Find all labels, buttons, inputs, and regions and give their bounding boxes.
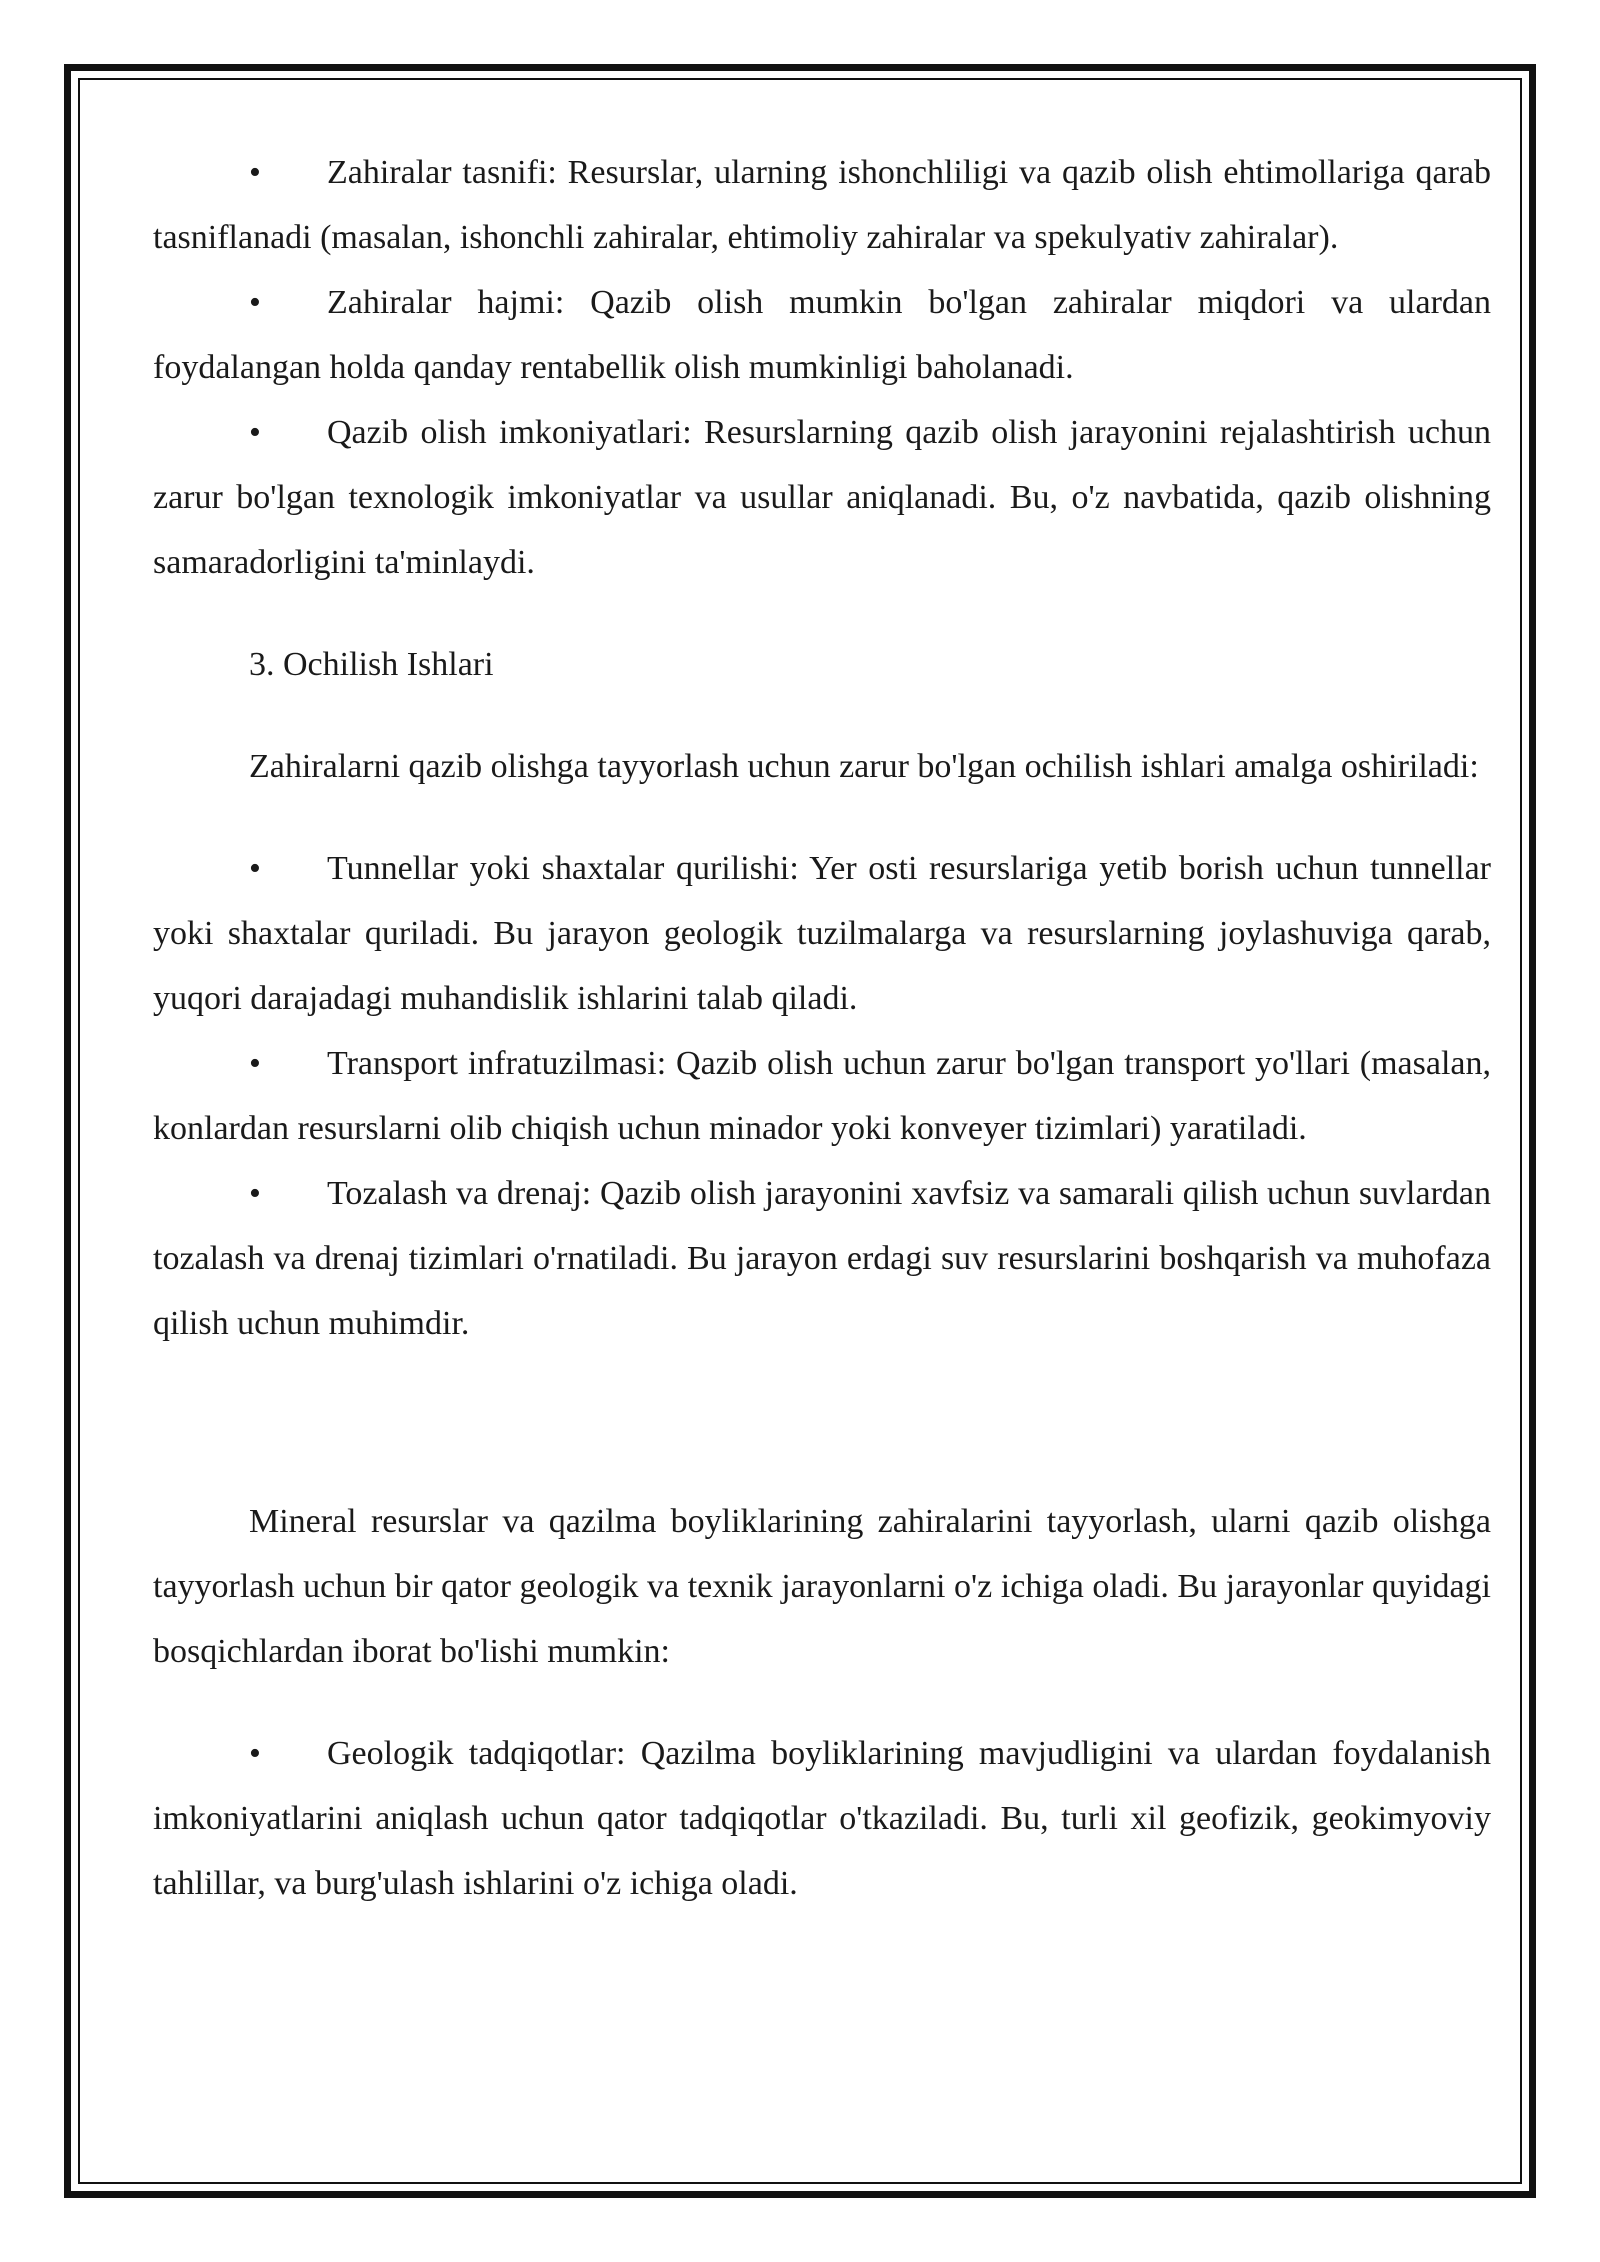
spacer [153,697,1491,734]
bullet-text: Transport infratuzilmasi: Qazib olish uchun zarur bo'lgan transport yo'llari (masalan, konlardan resurslarni olib chiqish uchun minador yoki konveyer tizimlari) yaratiladi. [153,1045,1491,1147]
bullet-marker: • [249,414,261,451]
bullet-transport [153,1031,1491,1161]
bullet-text: Tunnellar yoki shaxtalar qurilishi: Yer osti resurslariga yetib borish uchun tunnellar yoki shaxtalar quriladi. Bu jarayon geologik tuzilmalarga va resurslarning joylashuviga qarab, yuqori darajadagi muhandislik ishlarini talab qiladi. [153,850,1491,1017]
bullet-marker: • [249,850,261,887]
bullet-marker: • [249,1735,261,1772]
bullet-marker: • [249,154,261,191]
section-heading: 3. Ochilish Ishlari [249,646,494,683]
bullet-marker: • [249,284,261,321]
bullet-marker: • [249,1175,261,1212]
bullet-reserve-classification [153,140,1491,270]
bullet-drainage [153,1161,1491,1356]
spacer [153,1356,1491,1489]
bullet-reserve-volume [153,270,1491,400]
bullet-text: Zahiralar tasnifi: Resurslar, ularning ishonchliligi va qazib olish ehtimollariga qarab tasniflanadi (masalan, ishonchli zahiralar, ehtimoliy zahiralar va spekulyativ zahiralar). [153,154,1491,256]
spacer [153,1684,1491,1721]
bullet-extraction-capabilities [153,400,1491,595]
bullet-text: Zahiralar hajmi: Qazib olish mumkin bo'lgan zahiralar miqdori va ulardan foydalangan holda qanday rentabellik olish mumkinligi baholanadi. [153,284,1491,386]
bullet-text: Geologik tadqiqotlar: Qazilma boyliklarining mavjudligini va ulardan foydalanish imkoniyatlarini aniqlash uchun qator tadqiqotlar o'tkaziladi. Bu, turli xil geofizik, geokimyoviy tahlillar, va burg'ulash ishlarini o'z ichiga oladi. [153,1735,1491,1902]
document-body [153,140,1491,1916]
paragraph-opening-works: Zahiralarni qazib olishga tayyorlash uchun zarur bo'lgan ochilish ishlari amalga oshiriladi: [249,748,1479,785]
paragraph-mineral-resources: Mineral resurslar va qazilma boyliklarining zahiralarini tayyorlash, ularni qazib olishga tayyorlash uchun bir qator geologik va texnik jarayonlarni o'z ichiga oladi. Bu jarayonlar quyidagi bosqichlardan iborat bo'lishi mumkin: [153,1503,1491,1670]
bullet-text: Tozalash va drenaj: Qazib olish jarayonini xavfsiz va samarali qilish uchun suvlardan tozalash va drenaj tizimlari o'rnatiladi. Bu jarayon erdagi suv resurslarini boshqarish va muhofaza qilish uchun muhimdir. [153,1175,1491,1342]
spacer [153,595,1491,632]
bullet-geological-research [153,1721,1491,1916]
bullet-marker: • [249,1045,261,1082]
bullet-tunnels [153,836,1491,1031]
spacer [153,799,1491,836]
bullet-text: Qazib olish imkoniyatlari: Resurslarning qazib olish jarayonini rejalashtirish uchun zarur bo'lgan texnologik imkoniyatlar va usullar aniqlanadi. Bu, o'z navbatida, qazib olishning samaradorligini ta'minlaydi. [153,414,1491,581]
